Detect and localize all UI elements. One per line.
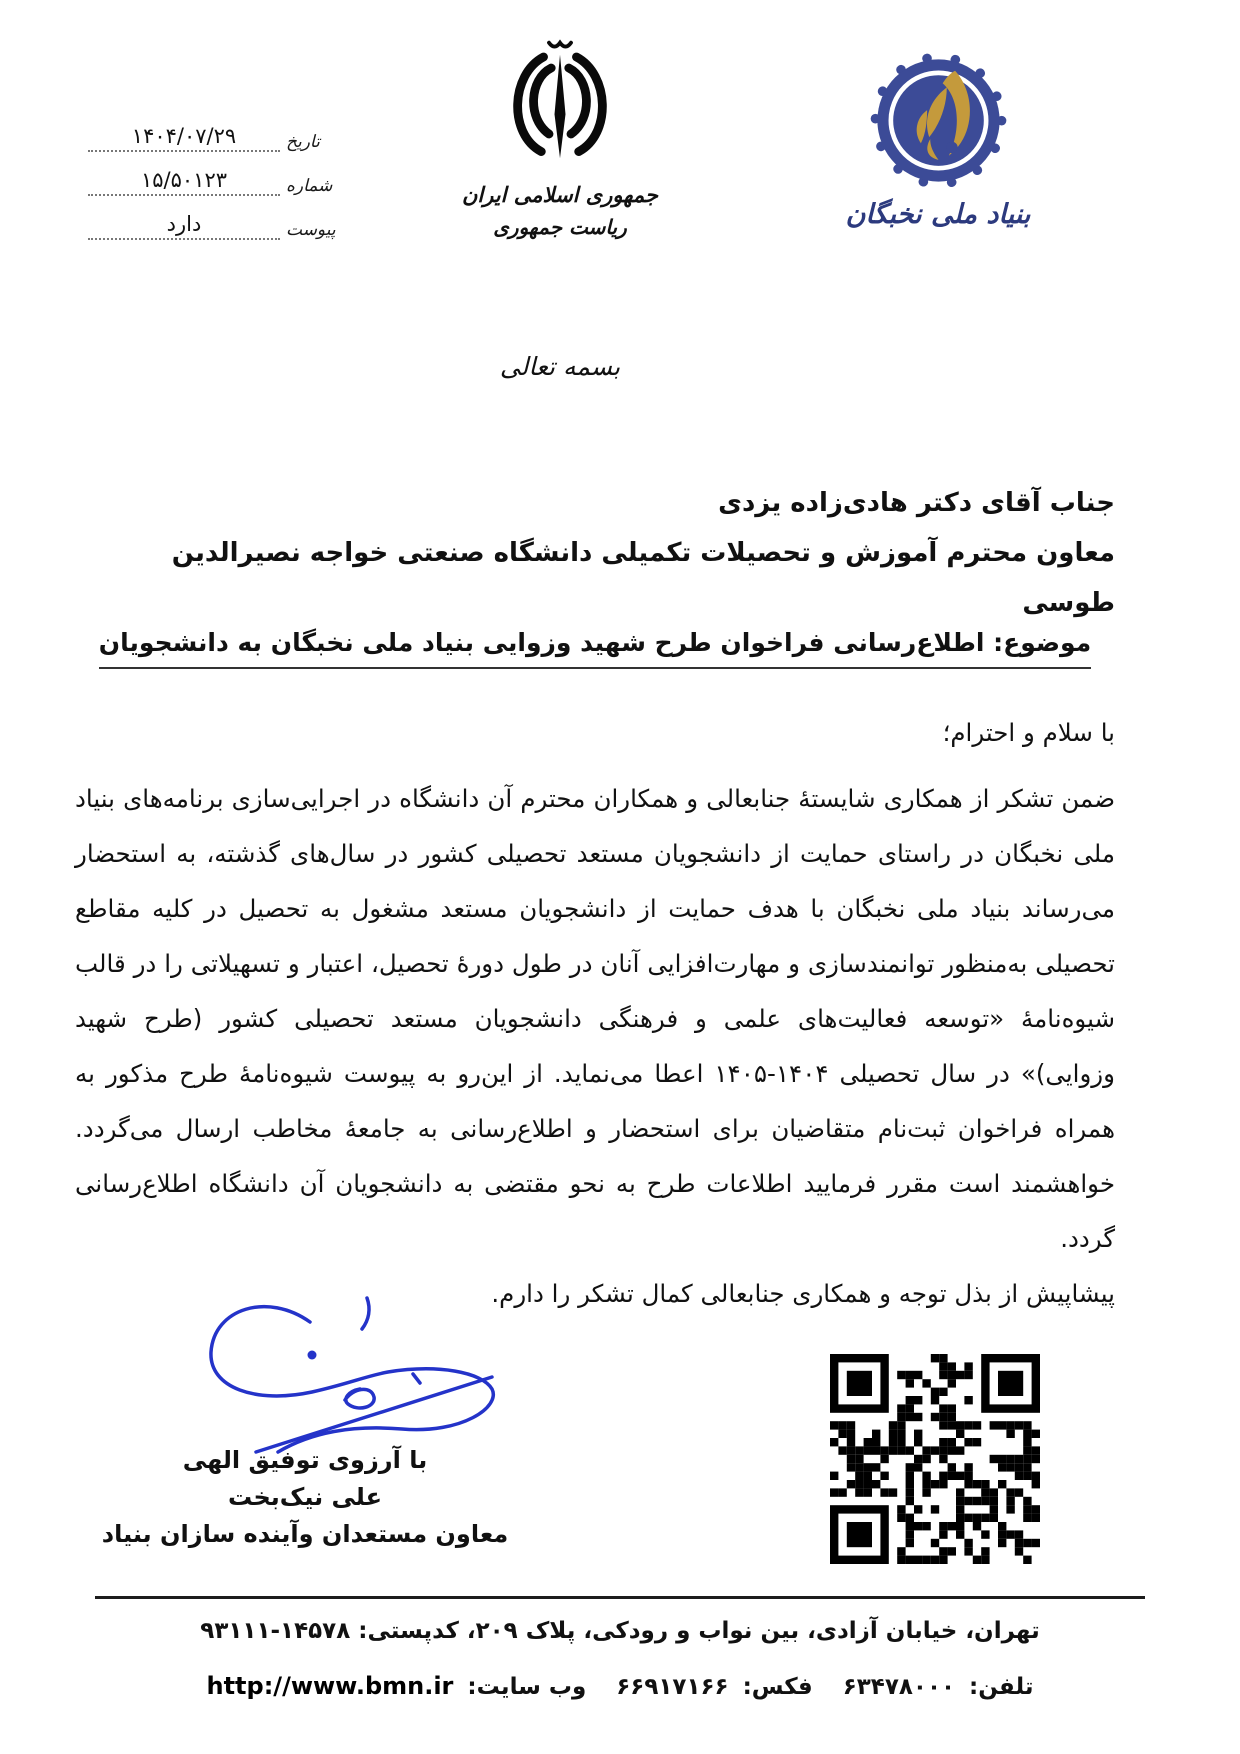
gov-title-line2: ریاست جمهوری (493, 215, 627, 239)
meta-attachment-row (88, 200, 346, 240)
meta-number-row (88, 156, 346, 196)
qr-code-icon (830, 1354, 1040, 1564)
recipient-title: معاون محترم آموزش و تحصیلات تکمیلی دانشگاه صنعتی خواجه نصیرالدین طوسی (171, 538, 1115, 618)
foundation-header (838, 48, 1038, 230)
government-header (420, 34, 700, 239)
website-link[interactable]: http://www.bmn.ir (206, 1672, 454, 1700)
body-paragraph: ضمن تشکر از همکاری شایستهٔ جنابعالی و همکاران محترم آن دانشگاه در اجرایی‌سازی برنامه‌های بنیاد ملی نخبگان در راستای حمایت از دانشجویان مستعد تحصیلی کشور در سال‌های گذشته، به استحضار می‌رساند بنیاد ملی نخبگان با هدف حمایت از دانشجویان مستعد مشغول به تحصیل در کلیه مقاطع تحصیلی به‌منظور توانمندسازی و مهارت‌افزایی آنان در طول دورهٔ تحصیل، اعتبار و تسهیلاتی را در قالب شیوه‌نامهٔ «توسعه فعالیت‌های علمی و فرهنگی دانشجویان مستعد تحصیلی کشور (طرح شهید وزوایی)» در سال تحصیلی ۱۴۰۴-۱۴۰۵ اعطا می‌نماید. از این‌رو به پیوست شیوه‌نامهٔ طرح مذکور به همراه فراخوان ثبت‌نام متقاضیان برای استحضار و اطلاع‌رسانی به جامعهٔ مخاطب ارسال می‌گردد. خواهشمند است مقرر فرمایید اطلاعات طرح به نحو مقتضی به دانشجویان آن دانشگاه اطلاع‌رسانی گردد. (75, 784, 1115, 1253)
closing-line: پیشاپیش از بذل توجه و همکاری جنابعالی کمال تشکر را دارم. (491, 1279, 1115, 1308)
salutation: با سلام و احترام؛ (942, 718, 1115, 747)
foundation-name: بنیاد ملی نخبگان (845, 199, 1031, 230)
gov-title-line1: جمهوری اسلامی ایران (461, 183, 659, 207)
recipient-block (75, 478, 1115, 628)
signatory-title: معاون مستعدان وآینده سازان بنیاد (101, 1520, 509, 1548)
footer-address: تهران، خیابان آزادی، بین نواب و رودکی، پلاک ۲۰۹، کدپستی: ۱۴۵۷۸-۹۳۱۱۱ (200, 1618, 1040, 1644)
fax-value: ۶۶۹۱۷۱۶۶ (616, 1674, 729, 1700)
iran-national-emblem-icon (420, 34, 700, 179)
letter-body (75, 718, 1115, 1321)
handwritten-signature-icon (160, 1282, 520, 1462)
attachment-label: پیوست (286, 220, 336, 240)
date-label: تاریخ (286, 132, 320, 152)
website-label: وب سایت: (467, 1674, 587, 1700)
meta-date-row (88, 112, 346, 152)
attachment-value: دارد (88, 212, 280, 240)
date-value: ۱۴۰۴/۰۷/۲۹ (88, 124, 280, 152)
footer-contacts (75, 1672, 1165, 1700)
phone-label: تلفن: (969, 1674, 1034, 1700)
besmele: بسمه تعالی (499, 352, 621, 381)
subject-row (75, 628, 1115, 669)
signature-wish: با آرزوی توفیق الهی (182, 1446, 428, 1474)
phone-value: ۶۳۴۷۸۰۰۰ (842, 1674, 956, 1700)
subject-line: موضوع: اطلاع‌رسانی فراخوان طرح شهید وزوایی بنیاد ملی نخبگان به دانشجویان (99, 628, 1091, 669)
letter-meta-block (88, 112, 346, 244)
fax-label: فکس: (742, 1674, 813, 1700)
footer-divider (95, 1596, 1145, 1599)
recipient-name: جناب آقای دکتر هادی‌زاده یزدی (718, 488, 1115, 518)
number-value: ۱۵/۵۰۱۲۳ (88, 168, 280, 196)
number-label: شماره (286, 176, 333, 196)
signatory-name: علی نیک‌بخت (228, 1483, 382, 1511)
elites-foundation-seal-icon (838, 48, 1038, 193)
